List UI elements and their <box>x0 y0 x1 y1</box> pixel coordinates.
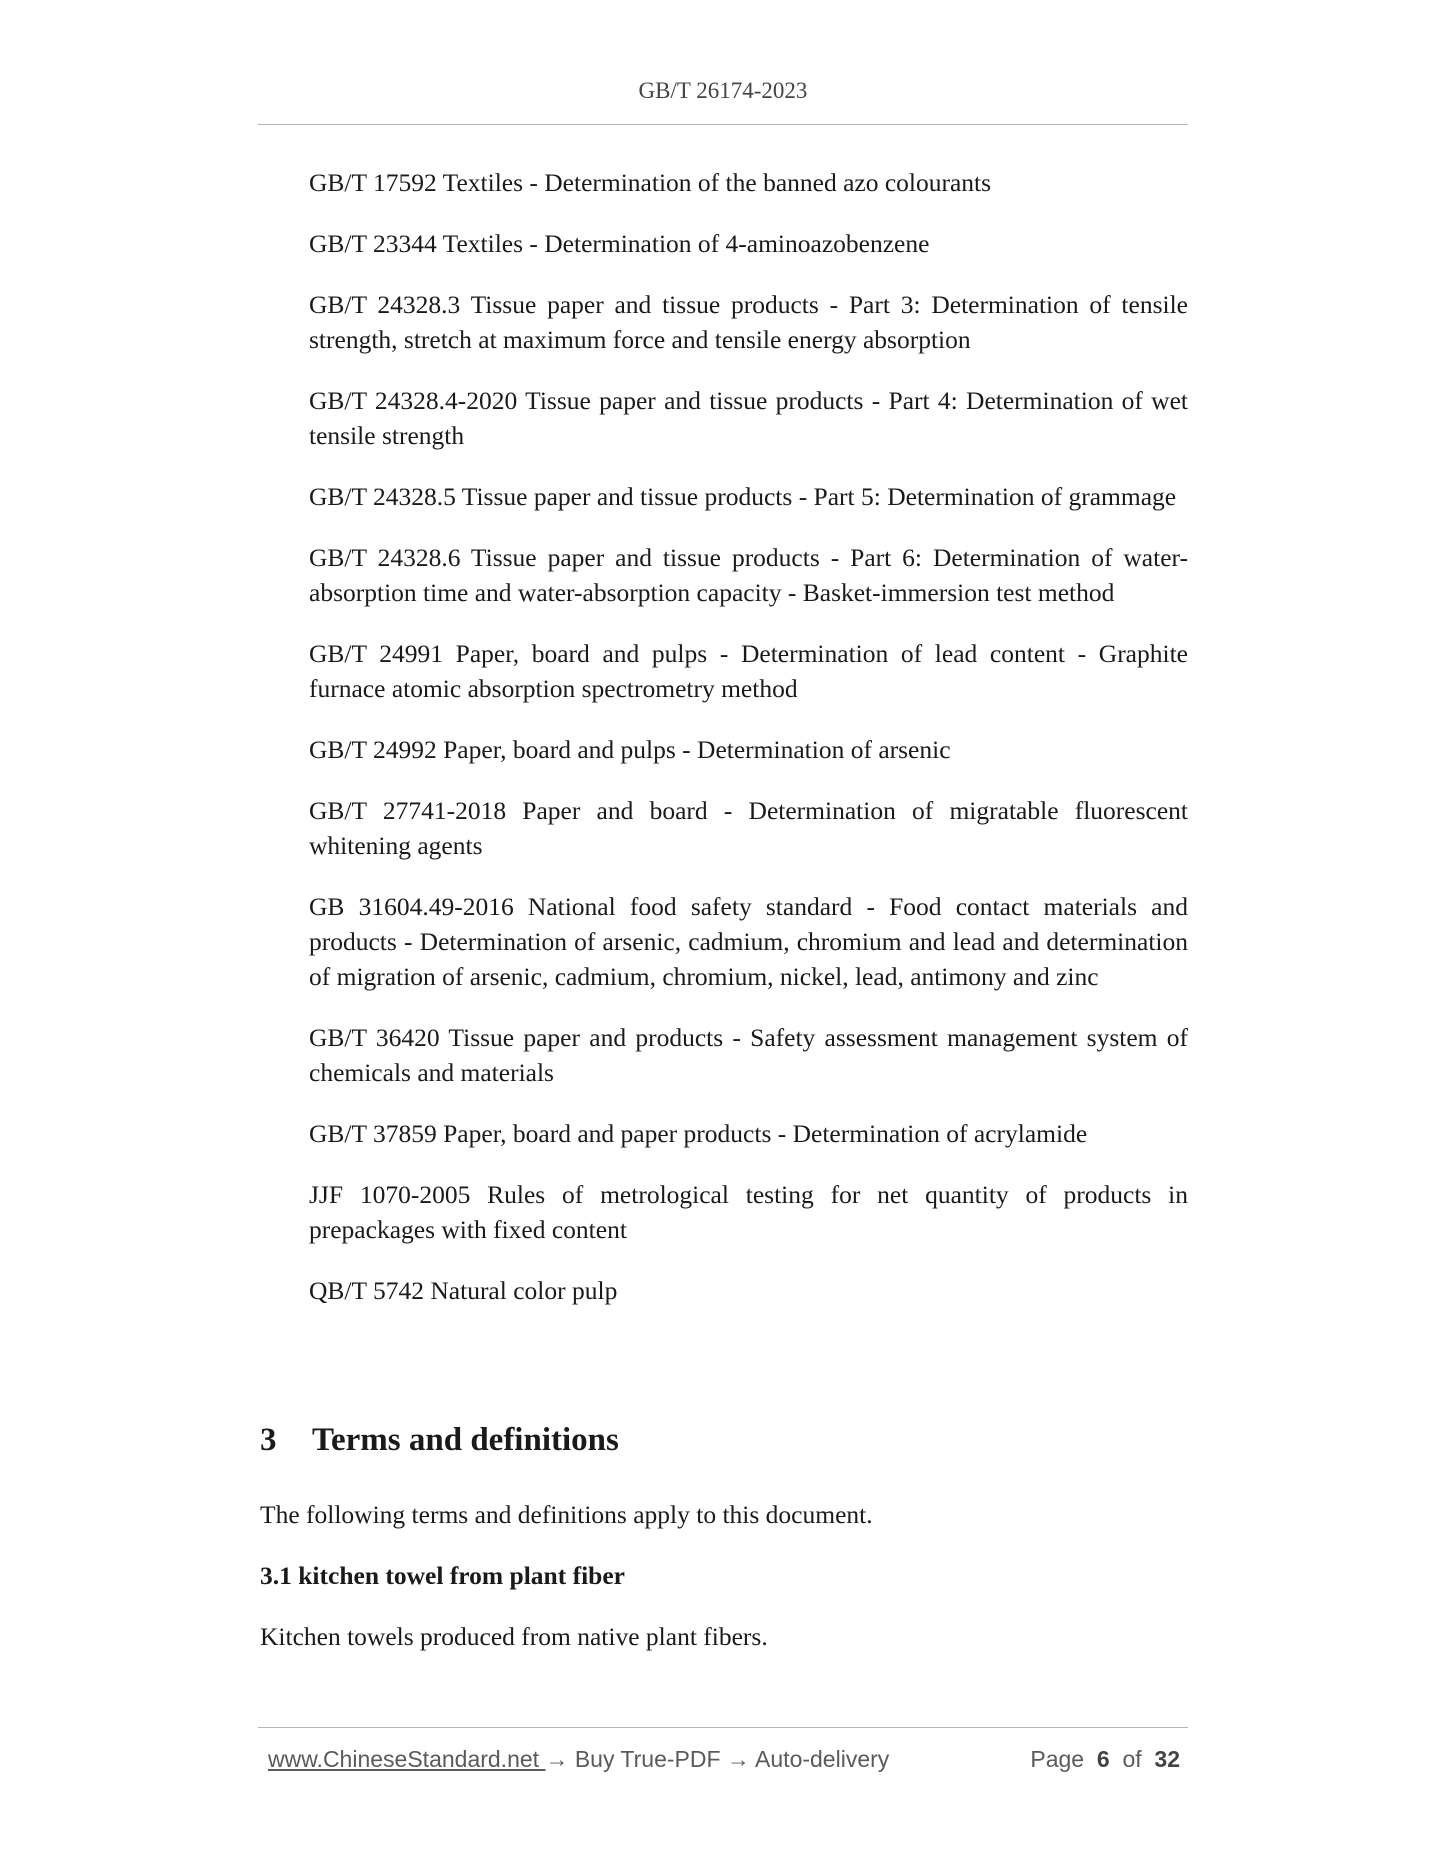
footer-promo <box>268 1746 889 1773</box>
website-link[interactable]: www.ChineseStandard.net <box>268 1746 546 1772</box>
header-divider <box>258 124 1188 125</box>
page-label: Page <box>1030 1746 1085 1772</box>
page-current: 6 <box>1096 1746 1110 1772</box>
footer-divider <box>258 1727 1188 1728</box>
section-intro: The following terms and definitions apply to this document. <box>260 1500 873 1529</box>
reference-item: JJF 1070-2005 Rules of metrological testing for net quantity of products in prepackages with fixed content <box>309 1180 1188 1244</box>
reference-item: GB/T 27741-2018 Paper and board - Determination of migratable fluorescent whitening agents <box>309 796 1188 860</box>
normative-references-list <box>309 165 1188 1334</box>
reference-item: GB/T 24328.5 Tissue paper and tissue products - Part 5: Determination of grammage <box>309 482 1177 511</box>
term-definition: Kitchen towels produced from native plant fibers. <box>260 1622 768 1651</box>
reference-item: GB/T 17592 Textiles - Determination of the banned azo colourants <box>309 168 992 197</box>
page-indicator <box>1030 1746 1180 1773</box>
reference-item: GB/T 24992 Paper, board and pulps - Determination of arsenic <box>309 735 951 764</box>
buy-text: → Buy True-PDF → Auto-delivery <box>545 1746 890 1772</box>
reference-item: GB/T 24328.4-2020 Tissue paper and tissue products - Part 4: Determination of wet tensile strength <box>309 386 1188 450</box>
reference-item: GB/T 23344 Textiles - Determination of 4-aminoazobenzene <box>309 229 930 258</box>
reference-item: GB/T 37859 Paper, board and paper products - Determination of acrylamide <box>309 1119 1088 1148</box>
section-heading <box>260 1420 1188 1460</box>
term-heading: 3.1 kitchen towel from plant fiber <box>260 1561 625 1590</box>
reference-item: GB/T 24328.6 Tissue paper and tissue products - Part 6: Determination of water-absorption time and water-absorption capacity - Basket-immersion test method <box>309 543 1188 607</box>
section-number: 3 <box>260 1422 277 1458</box>
reference-item: GB 31604.49-2016 National food safety standard - Food contact materials and products - Determination of arsenic, cadmium, chromium and lead and determination of migration of arsenic, cadmium, chromium, nickel, lead, antimony and zinc <box>309 892 1188 991</box>
terms-section <box>260 1420 1188 1654</box>
reference-item: GB/T 24328.3 Tissue paper and tissue products - Part 3: Determination of tensile strength, stretch at maximum force and tensile energy absorption <box>309 290 1188 354</box>
reference-item: GB/T 24991 Paper, board and pulps - Determination of lead content - Graphite furnace atomic absorption spectrometry method <box>309 639 1188 703</box>
page-total: 32 <box>1154 1746 1180 1772</box>
reference-item: GB/T 36420 Tissue paper and products - Safety assessment management system of chemicals and materials <box>309 1023 1188 1087</box>
page-of: of <box>1122 1746 1142 1772</box>
reference-item: QB/T 5742 Natural color pulp <box>309 1276 618 1305</box>
section-title: Terms and definitions <box>312 1422 619 1458</box>
document-header: GB/T 26174-2023 <box>638 78 808 103</box>
